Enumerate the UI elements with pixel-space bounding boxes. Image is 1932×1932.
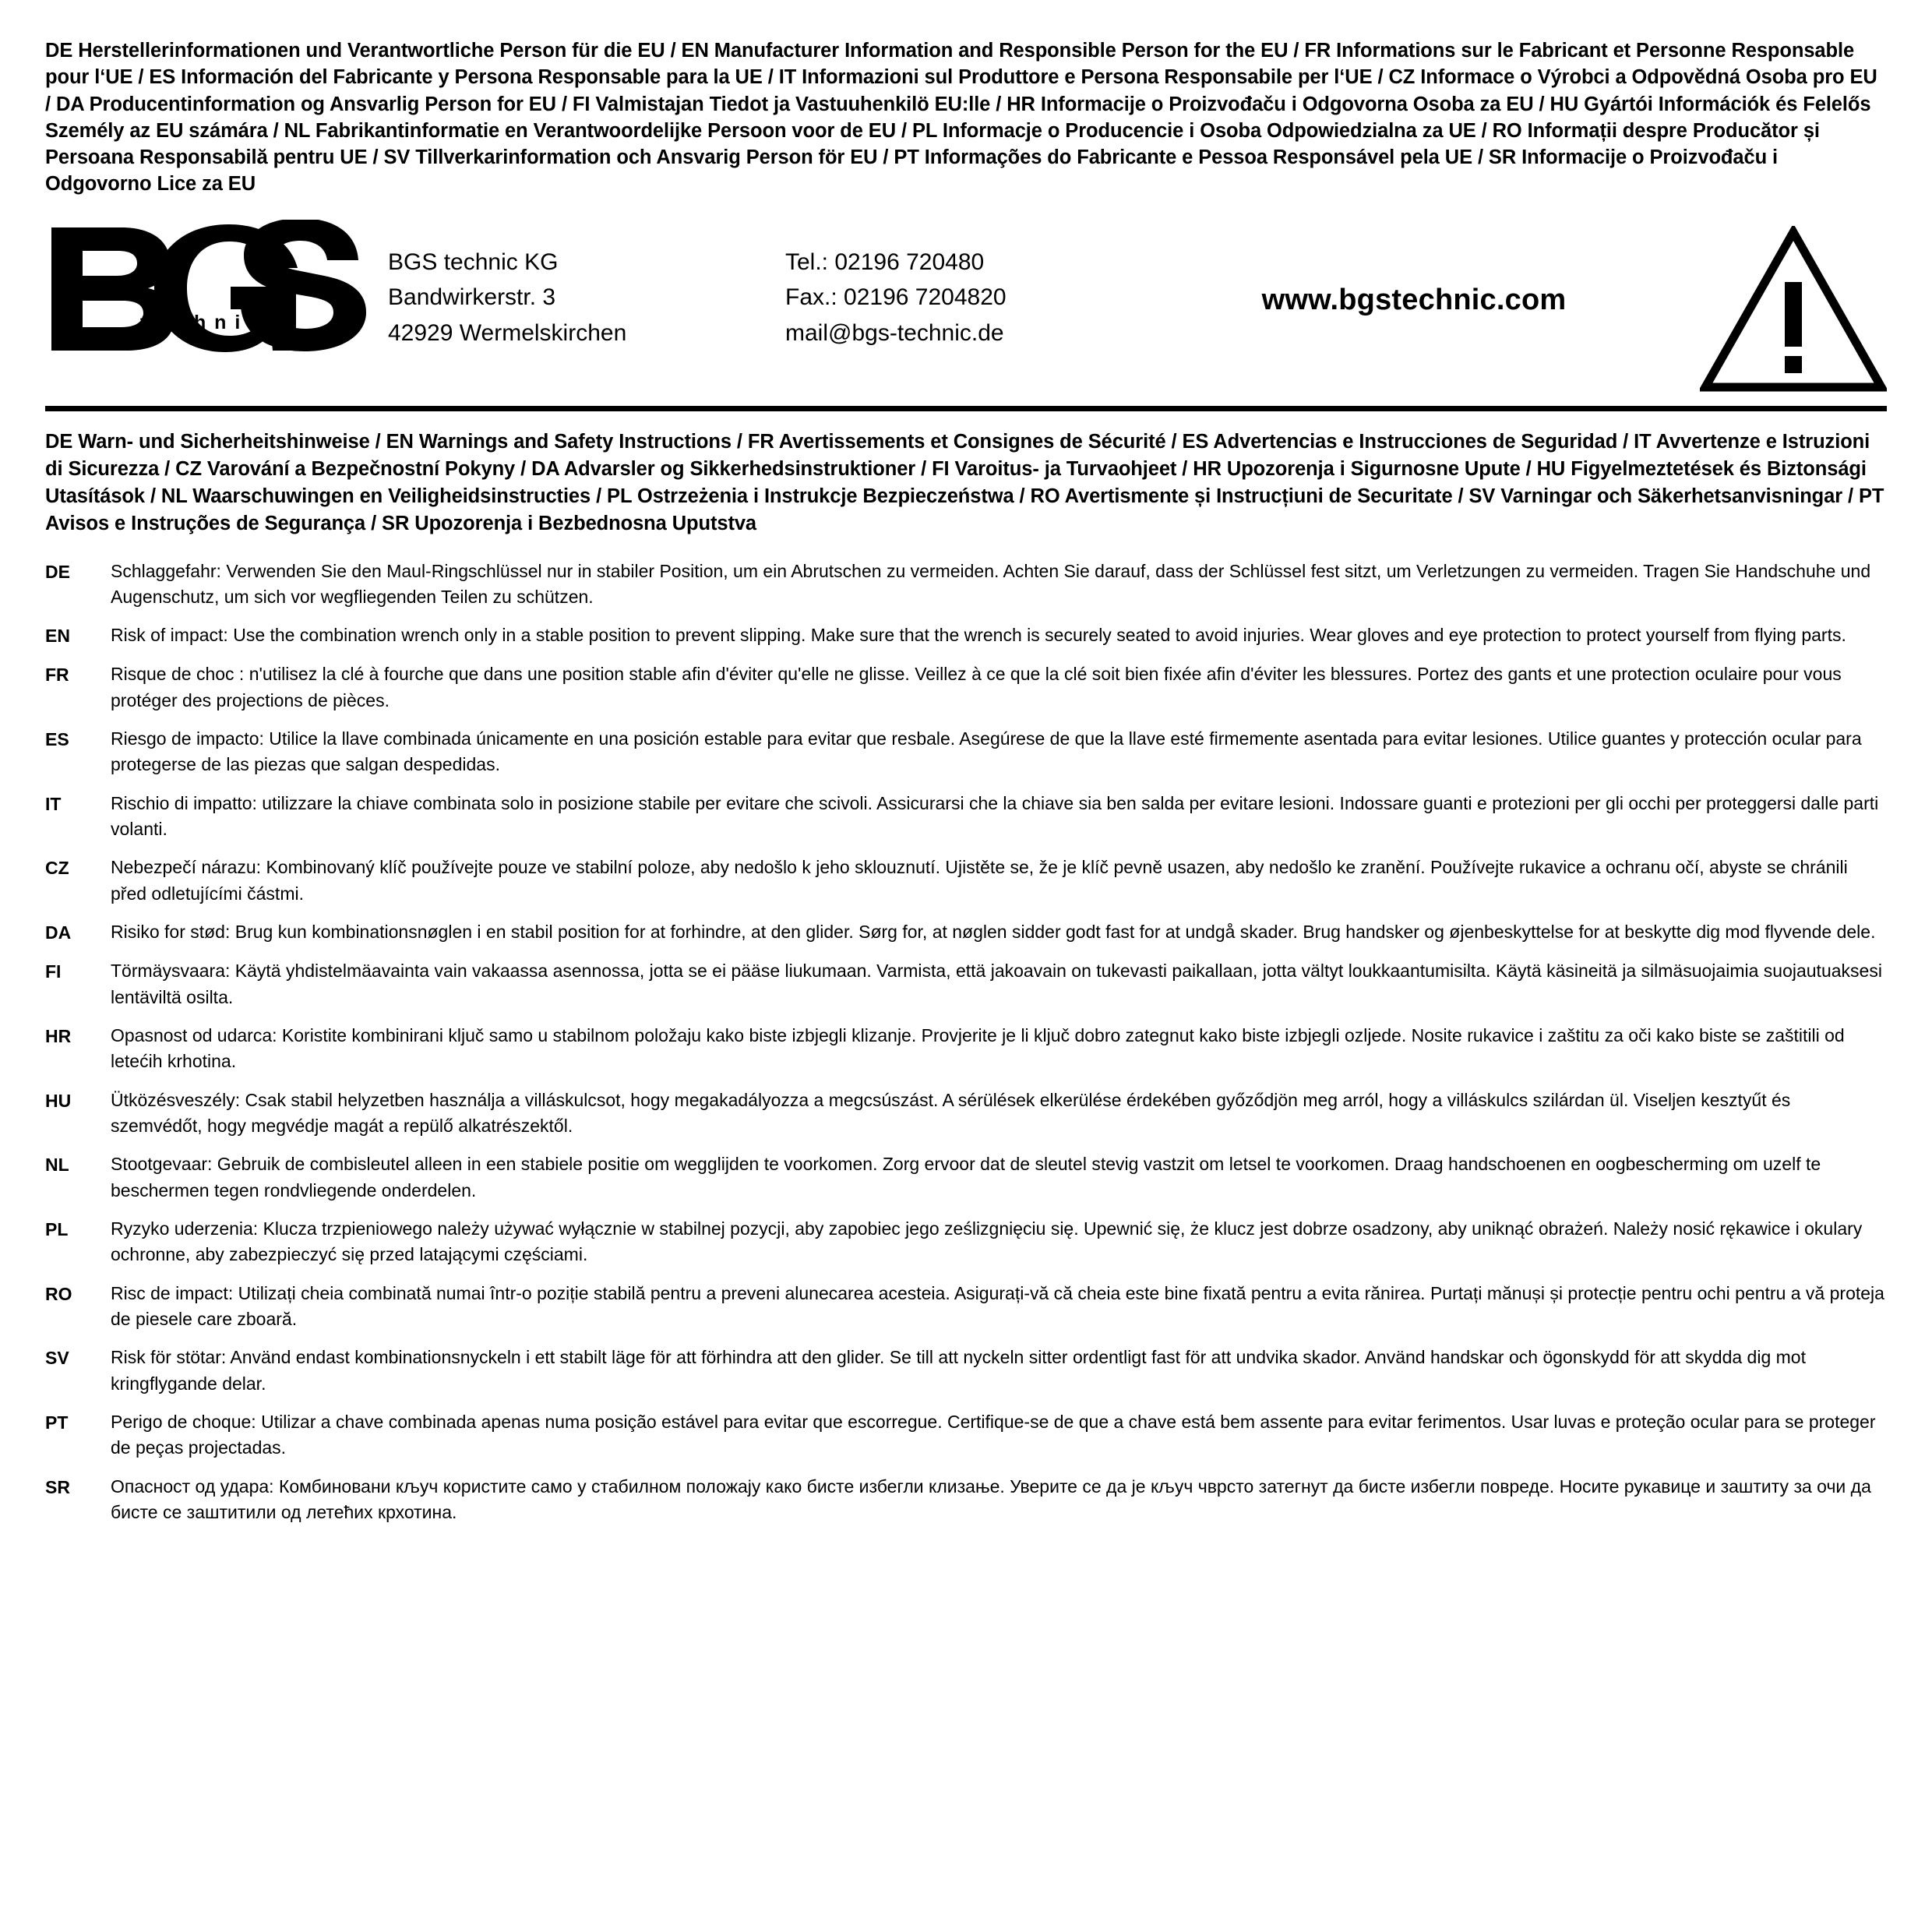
warning-text: Perigo de choque: Utilizar a chave combinada apenas numa posição estável para evitar que escorregue. Certifique-se de que a chave está bem assente para evitar ferimentos. Usar luvas e proteção ocular para se proteger de peças projectadas. — [111, 1412, 1876, 1458]
warning-row-da — [45, 919, 1887, 946]
warning-row-hr — [45, 1023, 1887, 1075]
language-code: CZ — [45, 858, 69, 879]
warning-text: Опасност од удара: Комбиновани кључ користите само у стабилном положају како бисте избегли клизање. Уверите се да је кључ чврсто затегнут да бисте избегли повреде. Носите рукавице и заштиту за очи да бисте се заштитили од летећих крхотина. — [111, 1475, 1871, 1523]
logo-subtext: t e c h n i c — [140, 311, 262, 333]
language-code: FI — [45, 961, 62, 982]
language-code: RO — [45, 1283, 72, 1304]
company-telephone: Tel.: 02196 720480 — [785, 249, 985, 275]
warning-text: Nebezpečí nárazu: Kombinovaný klíč používejte pouze ve stabilní poloze, aby nedošlo k jeho sklouznutí. Ujistěte se, že je klíč pevně usazen, aby nedošlo ke zranění. Používejte rukavice a ochranu očí, abyste se chránili před odletujícími částmi. — [111, 857, 1848, 904]
warning-text: Schlaggefahr: Verwenden Sie den Maul-Ringschlüssel nur in stabiler Position, um ein Abrutschen zu vermeiden. Achten Sie darauf, dass der Schlüssel fest sitzt, um Verletzungen zu vermeiden. Tragen Sie Handschuhe und Augenschutz, um sich vor wegfliegenden Teilen zu schützen. — [111, 560, 1871, 607]
language-code: DE — [45, 561, 70, 582]
language-code: DA — [45, 922, 72, 943]
company-city: 42929 Wermelskirchen — [388, 319, 627, 346]
warning-row-fi — [45, 958, 1887, 1010]
warnings-list — [45, 559, 1887, 1526]
language-code: HU — [45, 1090, 72, 1111]
warning-text: Stootgevaar: Gebruik de combisleutel alleen in een stabiele positie om wegglijden te voorkomen. Zorg ervoor dat de sleutel stevig vastzit om letsel te voorkomen. Draag handschoenen en oogbescherming om uzelf te beschermen tegen rondvliegende onderdelen. — [111, 1154, 1821, 1200]
company-street: Bandwirkerstr. 3 — [388, 284, 556, 311]
warning-row-sv — [45, 1345, 1887, 1397]
safety-instructions-heading: DE Warn- und Sicherheitshinweise / EN Warnings and Safety Instructions / FR Avertissements et Consignes de Sécurité / ES Advertencias e Instrucciones de Seguridad / IT Avvertenze e Istruzioni di Sicurezza / CZ Varování a Bezpečnostní Pokyny / DA Advarsler og Sikkerhedsinstruktioner / FI Varoitus- ja Turvaohjeet / HR Upozorenja i Sigurnosne Upute / HU Figyelmeztetések és Biztonsági Utasítások / NL Waarschuwingen en Veiligheidsinstructies / PL Ostrzeżenia i Instrukcje Bezpieczeństwa / RO Avertismente și Instrucțiuni de Securitate / SV Varningar och Säkerhetsanvisningar / PT Avisos e Instruções de Segurança / SR Upozorenja i Bezbednosna Uputstva — [45, 430, 1884, 535]
language-code: HR — [45, 1025, 72, 1046]
warning-row-ro — [45, 1281, 1887, 1333]
language-code: PL — [45, 1218, 69, 1239]
warning-text: Ütközésveszély: Csak stabil helyzetben használja a villáskulcsot, hogy megakadályozza a megcsúszást. A sérülések elkerülése érdekében győződjön meg arról, hogy a villáskulcs szilárdan ül. Viseljen kesztyűt és szemvédőt, hogy megvédje magát a repülő alkatrészektől. — [111, 1089, 1791, 1136]
warning-text: Risk för stötar: Använd endast kombinationsnyckeln i ett stabilt läge för att förhindra att den glider. Se till att nyckeln sitter ordentligt fast för att undvika skador. Använd handskar och ögonskydd för att skydda dig mot kringflygande delar. — [111, 1347, 1806, 1394]
warning-row-cz — [45, 855, 1887, 907]
language-code: ES — [45, 729, 69, 750]
language-code: PT — [45, 1412, 69, 1433]
company-name: BGS technic KG — [388, 249, 559, 275]
warning-row-fr — [45, 661, 1887, 714]
warning-text: Rischio di impatto: utilizzare la chiave combinata solo in posizione stabile per evitare che scivoli. Assicurarsi che la chiave sia ben salda per evitare lesioni. Indossare guanti e protezioni per gli occhi per proteggersi dalle parti volanti. — [111, 792, 1879, 840]
warning-row-hu — [45, 1088, 1887, 1140]
warning-triangle-icon — [1676, 212, 1887, 393]
warning-text: Risiko for stød: Brug kun kombinationsnøglen i en stabil position for at forhindre, at den glider. Sørg for, at nøglen sidder godt fast for at undgå skader. Brug handsker og øjenbeskyttelse for at beskytte dig mod flyvende dele. — [111, 922, 1876, 943]
company-information-band — [45, 212, 1887, 411]
company-contact — [785, 212, 1151, 351]
language-code: NL — [45, 1155, 69, 1176]
language-code: SR — [45, 1476, 70, 1497]
warning-row-sr — [45, 1474, 1887, 1526]
company-email[interactable]: mail@bgs-technic.de — [785, 319, 1004, 346]
warning-row-nl — [45, 1151, 1887, 1204]
company-fax: Fax.: 02196 7204820 — [785, 284, 1007, 311]
language-code: SV — [45, 1348, 69, 1369]
warning-text: Ryzyko uderzenia: Klucza trzpieniowego należy używać wyłącznie w stabilnej pozycji, aby zapobiec jego ześlizgnięciu się. Upewnić się, że klucz jest dobrze osadzony, aby uniknąć obrażeń. Należy nosić rękawice i okulary ochronne, aby zabezpieczyć się przed latającymi częściami. — [111, 1218, 1863, 1265]
manufacturer-information-heading: DE Herstellerinformationen und Verantwortliche Person für die EU / EN Manufacturer Information and Responsible Person for the EU / FR Informations sur le Fabricant et Personne Responsable pour l‘UE / ES Información del Fabricante y Persona Responsable para la UE / IT Informazioni sul Produttore e Persona Responsabile per l‘UE / CZ Informace o Výrobci a Odpovědná Osoba pro EU / DA Producentinformation og Ansvarlig Person for EU / FI Valmistajan Tiedot ja Vastuuhenkilö EU:lle / HR Informacije o Proizvođaču i Odgovorna Osoba za EU / HU Gyártói Információk és Felelős Személy az EU számára / NL Fabrikantinformatie en Verantwoordelijke Persoon voor de EU / PL Informacje o Producencie i Osoba Odpowiedzialna za UE / RO Informații despre Producător și Persoana Responsabilă pentru UE / SV Tillverkarinformation och Ansvarig Person för EU / PT Informações do Fabricante e Pessoa Responsável pela UE / SR Informacije o Proizvođaču i Odgovorno Lice za EU — [45, 40, 1877, 196]
registered-trademark-symbol: ® — [302, 216, 320, 242]
warning-row-es — [45, 726, 1887, 778]
company-address — [380, 212, 785, 351]
warning-row-en — [45, 622, 1887, 649]
language-code: FR — [45, 665, 69, 686]
warning-text: Riesgo de impacto: Utilice la llave combinada únicamente en una posición estable para evitar que resbale. Asegúrese de que la llave esté firmemente asentada para evitar lesiones. Utilice guantes y protección ocular para protegerse de las piezas que salgan despedidas. — [111, 728, 1862, 775]
warning-row-de — [45, 559, 1887, 611]
warning-text: Törmäysvaara: Käytä yhdistelmäavainta vain vakaassa asennossa, jotta se ei pääse liukumaan. Varmista, että jakoavain on tukevasti paikallaan, jotta vältyt loukkaantumisilta. Käytä käsineitä ja silmäsuojaimia suojautuaksesi lentäviltä osilta. — [111, 961, 1882, 1007]
warning-row-pt — [45, 1409, 1887, 1461]
warning-row-pl — [45, 1216, 1887, 1268]
language-code: EN — [45, 626, 70, 647]
warning-row-it — [45, 791, 1887, 843]
warning-text: Risque de choc : n'utilisez la clé à fourche que dans une position stable afin d'éviter qu'elle ne glisse. Veillez à ce que la clé soit bien fixée afin d'éviter les blessures. Portez des gants et une protection oculaire pour vous protéger des projections de pièces. — [111, 664, 1842, 710]
company-website[interactable]: www.bgstechnic.com — [1261, 283, 1567, 316]
warning-text: Risc de impact: Utilizați cheia combinată numai într-o poziție stabilă pentru a preveni alunecarea acesteia. Asigurați-vă că cheia este bine fixată pentru a evita rănirea. Purtați mănuși și protecție pentru ochi pentru a vă proteja de piesele care zboară. — [111, 1282, 1884, 1329]
language-code: IT — [45, 793, 62, 814]
warning-text: Risk of impact: Use the combination wrench only in a stable position to prevent slipping. Make sure that the wrench is securely seated to avoid injuries. Wear gloves and eye protection to protect yourself from flying parts. — [111, 625, 1846, 646]
bgs-logo — [45, 212, 380, 352]
warning-text: Opasnost od udarca: Koristite kombinirani ključ samo u stabilnom položaju kako biste izbjegli klizanje. Provjerite je li ključ dobro zategnut kako biste izbjegli ozljede. Nosite rukavice i zaštitu za oči kako biste se zaštitili od letećih krhotina. — [111, 1024, 1845, 1072]
